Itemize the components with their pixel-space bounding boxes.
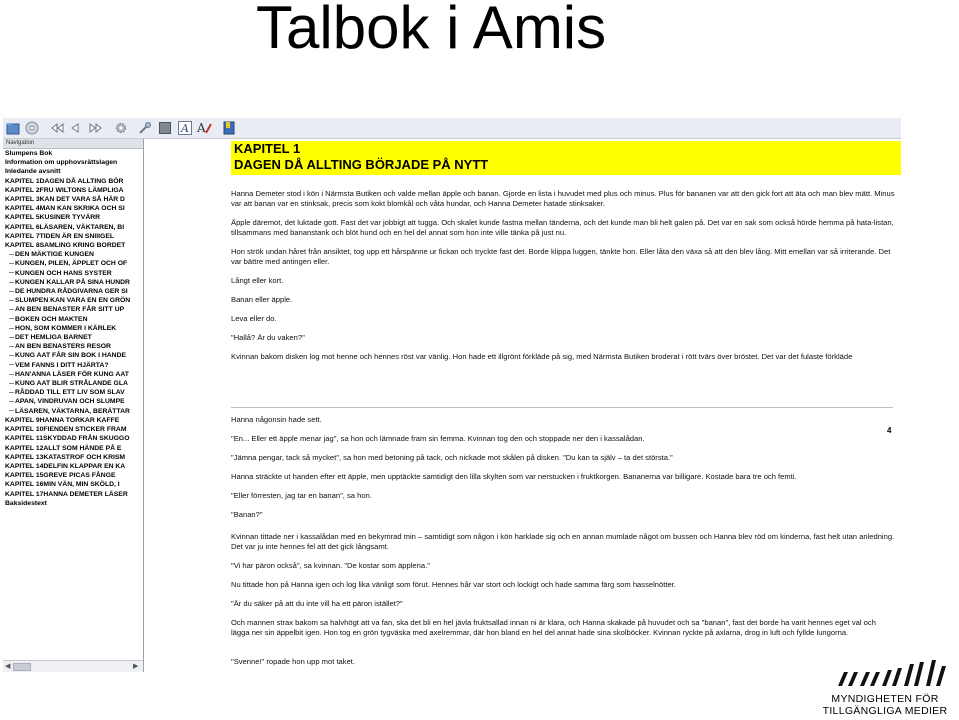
navigation-tree-item[interactable]: KAPITEL 13KATASTROF OCH KRISM	[5, 453, 126, 461]
paragraph: "Vi har päron också", sa kvinnan. "De kostar som äpplena."	[231, 561, 430, 570]
navigation-tree-item[interactable]: KUNG AAT FÅR SIN BOK I HANDE	[3, 351, 143, 360]
svg-text:A: A	[197, 121, 206, 135]
chapter-title: DAGEN DÅ ALLTING BÖRJADE PÅ NYTT	[234, 157, 489, 172]
navigation-tree-item[interactable]: AN BEN BENASTER FÅR SITT UP	[3, 305, 143, 314]
navigation-tree-item[interactable]: SLUMPEN KAN VARA EN EN GRÖN	[3, 296, 143, 305]
paragraph: Kvinnan tittade ner i kassalådan med en bekymrad min – samtidigt som någon i kön harklade sig och en annan mumlade något om bussen och Hanna blev röd om kinderna, fast helt utan anledning. Det var ju inte hennes fel att det gick långsamt.	[231, 532, 895, 551]
navigation-tree-item[interactable]: KUNGEN KALLAR PÅ SINA HUNDR	[3, 278, 143, 287]
open-book-icon[interactable]	[5, 121, 21, 135]
navigation-tree-item[interactable]: VEM FANNS I DITT HJÄRTA?	[3, 361, 143, 370]
navigation-tree	[3, 149, 143, 508]
navigation-tree-item[interactable]: KAPITEL 17HANNA DEMETER LÄSER	[5, 490, 128, 498]
logo-text	[812, 693, 958, 717]
svg-text:A: A	[181, 122, 189, 135]
navigation-tree-item[interactable]: KAPITEL 12ALLT SOM HÄNDE PÅ E	[5, 444, 122, 452]
paragraph: Leva eller do.	[231, 314, 277, 323]
paragraph: "Jämna pengar, tack så mycket", sa hon med betoning på tack, och nickade mot skålen på disken. "Du kan ta själv – ta det största."	[231, 453, 673, 462]
scrollbar-thumb[interactable]	[13, 663, 31, 671]
slide-title: Talbok i Amis	[256, 0, 607, 61]
navigation-tree-item[interactable]: Inledande avsnitt	[5, 168, 61, 176]
navigation-tree-item[interactable]: KAPITEL 10FIENDEN STICKER FRAM	[5, 426, 127, 434]
skip-forward-icon[interactable]	[87, 121, 105, 135]
paragraph: "Eller förresten, jag tar en banan", sa hon.	[231, 491, 372, 500]
paragraph: Hanna någonsin hade sett.	[231, 415, 322, 424]
settings-gear-icon[interactable]	[113, 121, 129, 135]
navigation-tree-item[interactable]: APAN, VINDRUVAN OCH SLUMPE	[3, 397, 143, 406]
navigation-tree-item[interactable]: KAPITEL 7TIDEN ÄR EN SNIIIGEL	[5, 232, 115, 240]
logo-line-1: MYNDIGHETEN FÖR	[831, 693, 939, 705]
document-view	[147, 139, 901, 672]
stop-icon[interactable]	[157, 121, 173, 135]
navigation-tree-item[interactable]: KUNGEN OCH HANS SYSTER	[3, 269, 143, 278]
navigation-tree-item[interactable]: LÄSAREN, VÄKTARNA, BERÄTTAR	[3, 407, 143, 416]
paragraph: "Banan?"	[231, 510, 263, 519]
navigation-tree-item[interactable]: KAPITEL 15GREVE PICAS FÅNGE	[5, 472, 116, 480]
navigation-tree-item[interactable]: BOKEN OCH MAKTEN	[3, 315, 143, 324]
paragraph: Hanna Demeter stod i kön i Närmsta Butiken och valde mellan äpple och banan. Gjorde en lista i huvudet med plus och minus. Plus för bananen var att den gick fort att äta och man blev mätt. Minus var att banan var en stinksak, precis som kokt blomkål och våta hundar, och Hanna Demeter hatade stinksaker.	[231, 189, 895, 208]
scroll-right-icon[interactable]: ▶	[133, 663, 139, 670]
navigation-panel-header: Navigation	[3, 139, 143, 149]
navigation-tree-item[interactable]: HON, SOM KOMMER I KÄRLEK	[3, 324, 143, 333]
navigation-tree-item[interactable]: KAPITEL 1DAGEN DÅ ALLTING BÖR	[5, 177, 124, 185]
navigation-tree-item[interactable]: KAPITEL 4MAN KAN SKRIKA OCH SI	[5, 205, 125, 213]
navigation-tree-item[interactable]: KAPITEL 6LÄSAREN, VÄKTAREN, BI	[5, 223, 125, 231]
navigation-tree-item[interactable]: AN BEN BENASTERS RESOR	[3, 342, 143, 351]
skip-back-icon[interactable]	[49, 121, 65, 135]
navigation-tree-item[interactable]: DEN MÄKTIGE KUNGEN	[3, 250, 143, 259]
chapter-heading	[231, 141, 901, 175]
navigation-tree-item[interactable]: KAPITEL 14DELFIN KLAPPAR EN KA	[5, 462, 126, 470]
logo-line-2: TILLGÄNGLIGA MEDIER	[822, 705, 948, 717]
navigation-tree-item[interactable]: KAPITEL 3KAN DET VARA SÅ HÄR D	[5, 196, 125, 204]
navigation-tree-item[interactable]: KAPITEL 8SAMLING KRING BORDET	[5, 242, 126, 250]
paragraph: "Hallå? Är du vaken?"	[231, 333, 305, 342]
paragraph: "Svenne!" ropade hon upp mot taket.	[231, 657, 356, 666]
paragraph: Långt eller kort.	[231, 276, 284, 285]
paragraph: Kvinnan bakom disken log mot henne och hennes röst var vänlig. Hon hade ett illgrönt förkläde på sig, med Närmsta Butiken broderat i rött tvärs över bröstet. Det var det fulaste förkläde	[231, 352, 853, 361]
amis-app-window	[3, 118, 901, 672]
paragraph: Äpple däremot, det luktade gott. Fast det var jobbigt att tugga. Och skalet kunde fastna mellan tänderna, och det kunde man bli helt galen på. Det var en sak som också hörde hemma på hata-listan, tillsammans med bananstank och blöt hund och en hel del annat som hon inte ville tänka på just nu.	[231, 218, 894, 237]
navigation-tree-item[interactable]: KAPITEL 9HANNA TORKAR KAFFE	[5, 416, 120, 424]
navigation-tree-item[interactable]: KAPITEL 2FRU WILTONS LÄMPLIGA	[5, 186, 124, 194]
navigation-tree-item[interactable]: Information om upphovsrättslagen	[5, 159, 118, 167]
logo-mark-icon	[808, 656, 958, 692]
navigation-tree-item[interactable]: KAPITEL 11SKYDDAD FRÅN SKUGGO	[5, 435, 130, 443]
navigation-tree-item[interactable]: KUNG AAT BLIR STRÅLANDE GLA	[3, 379, 143, 388]
play-back-icon[interactable]	[67, 121, 83, 135]
navigation-panel	[3, 139, 144, 672]
paragraph: "En... Eller ett äpple menar jag", sa hon och lämnade fram sin femma. Kvinnan tog den och stoppade ner den i kassalådan.	[231, 434, 645, 443]
paragraph: Banan eller äpple.	[231, 295, 293, 304]
navigation-tree-item[interactable]: Slumpens Bok	[5, 150, 53, 157]
tools-icon[interactable]	[137, 121, 153, 135]
paragraph: "Är du säker på att du inte vill ha ett päron istället?"	[231, 599, 403, 608]
navigation-tree-item[interactable]: KAPITEL 5KUSINER TYVÄRR	[5, 214, 101, 222]
page-break-divider	[231, 407, 893, 408]
navigation-tree-item[interactable]: Baksidestext	[5, 499, 47, 507]
navigation-tree-item[interactable]: HAN'ANNA LÄSER FÖR KUNG AAT	[3, 370, 143, 379]
paragraph: Hon strök undan håret från ansiktet, tog upp ett hårspänne ur fickan och tryckte fast det. Borde klippa luggen, tänkte hon. Eller låta den växa så att den blev lång. Mitt emellan var så irriterande. Det var bättre med antingen eller.	[231, 247, 891, 266]
myndigheten-logo	[808, 656, 958, 720]
navigation-tree-item[interactable]: DE HUNDRA RÅDGIVARNA GER SI	[3, 287, 143, 296]
page-number: 4	[887, 426, 892, 435]
cd-icon[interactable]	[24, 121, 40, 135]
paragraph: Nu tittade hon på Hanna igen och log lika vänligt som förut. Hennes hår var stort och lockigt och hade samma färg som hasselnötter.	[231, 580, 676, 589]
chapter-number: KAPITEL 1	[234, 141, 301, 156]
paragraph: Hanna sträckte ut handen efter ett äpple, men upptäckte samtidigt den lilla skylten som var nerstucken i fruktkorgen. Bananerna var billigare. Kostade bara tre och femti.	[231, 472, 797, 481]
navigation-tree-item[interactable]: KUNGEN, PILEN, ÄPPLET OCH OF	[3, 259, 143, 268]
navigation-tree-item[interactable]: DET HEMLIGA BARNET	[3, 333, 143, 342]
font-style-icon[interactable]	[177, 121, 193, 135]
bookmark-icon[interactable]	[222, 121, 236, 135]
navigation-tree-item[interactable]: KAPITEL 16MIN VÄN, MIN SKÖLD, I	[5, 481, 120, 489]
navigation-horizontal-scrollbar[interactable]	[3, 660, 143, 672]
text-color-icon[interactable]	[196, 121, 214, 135]
paragraph: Och mannen strax bakom sa halvhögt att va fan, ska det bli en hel jävla fruktsallad innan ni är klara, och Hanna skakade på huvudet och sa "banan", fast det borde ha varit hennes eget val och lägga ner sin äppelbit igen. Hon tog en grön tygväska med axelremmar, där hon bland en hel del annat hade sina skolböcker. Kvinnan ryckte på axlarna, drog in luft och fyllde lungorna.	[231, 618, 876, 637]
navigation-tree-item[interactable]: RÅDDAD TILL ETT LIV SOM SLAV	[3, 388, 143, 397]
scroll-left-icon[interactable]: ◀	[5, 663, 11, 670]
toolbar	[3, 118, 901, 139]
